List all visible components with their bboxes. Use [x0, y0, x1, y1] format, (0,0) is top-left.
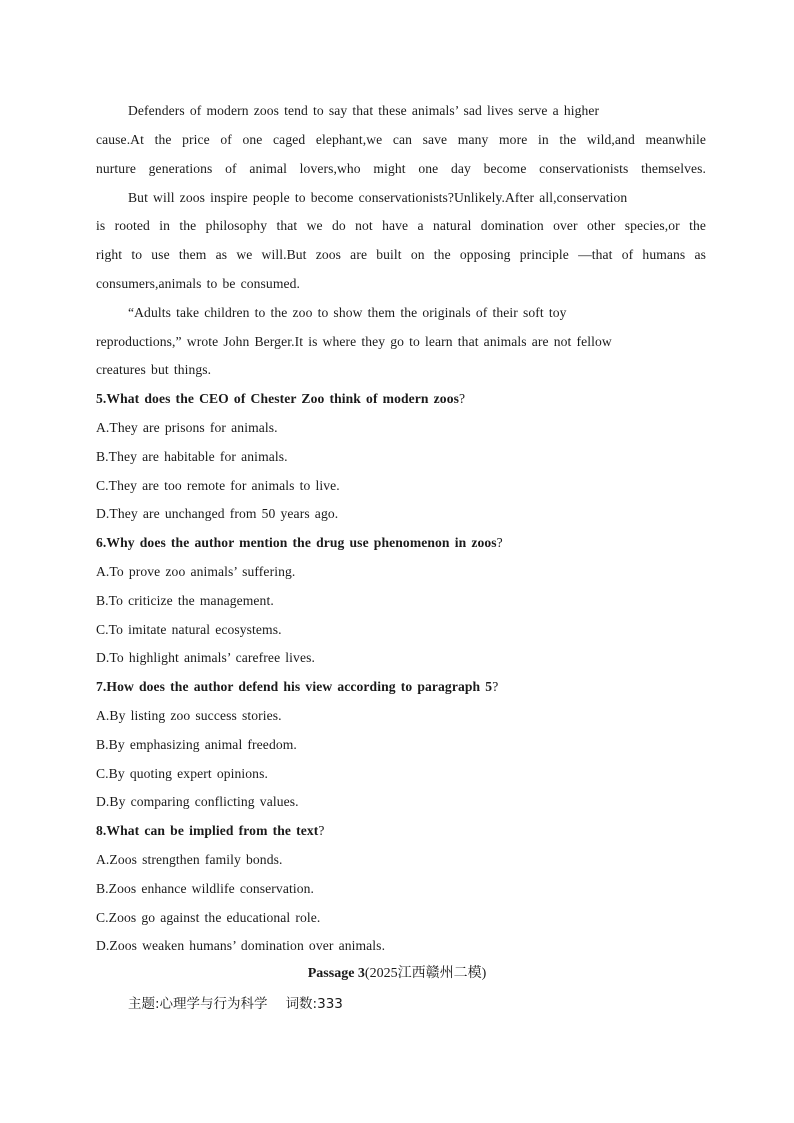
passage-line-6: right to use them as we will.But zoos are built on the opposing principle —that of humans as: [96, 247, 706, 262]
q5-option-b: B.They are habitable for animals.: [96, 449, 288, 464]
question-number: 5: [96, 391, 103, 406]
passage-line-2: cause.At the price of one caged elephant,we can save many more in the wild,and meanwhile: [96, 132, 706, 147]
q7-option-c: C.By quoting expert opinions.: [96, 766, 268, 781]
q7-option-a: A.By listing zoo success stories.: [96, 708, 282, 723]
passage-line-8: “Adults take children to the zoo to show them the originals of their soft toy: [128, 305, 567, 320]
passage-line-3: nurture generations of animal lovers,who might one day become conservationists themselves.: [96, 161, 706, 176]
question-number: 7: [96, 679, 103, 694]
question-mark: ?: [459, 391, 466, 406]
passage-meta: [128, 994, 361, 1014]
passage-word-count: 词数:333: [285, 996, 343, 1012]
question-text: What does the CEO of Chester Zoo think of modern zoos: [106, 391, 459, 406]
q8-option-d: D.Zoos weaken humans’ domination over animals.: [96, 938, 386, 953]
question-6-stem: 6.Why does the author mention the drug use phenomenon in zoos?: [96, 535, 503, 550]
question-text: What can be implied from the text: [106, 823, 319, 838]
passage-line-10: creatures but things.: [96, 362, 212, 377]
q6-option-d: D.To highlight animals’ carefree lives.: [96, 650, 315, 665]
question-5-stem: 5.What does the CEO of Chester Zoo think of modern zoos?: [96, 391, 466, 406]
passage-topic: 主题:心理学与行为科学: [128, 996, 268, 1012]
question-mark: ?: [318, 823, 325, 838]
q5-option-a: A.They are prisons for animals.: [96, 420, 278, 435]
passage-source: (2025江西赣州二模): [364, 966, 487, 981]
q5-option-c: C.They are too remote for animals to live.: [96, 478, 340, 493]
q6-option-b: B.To criticize the management.: [96, 593, 274, 608]
q6-option-c: C.To imitate natural ecosystems.: [96, 622, 282, 637]
question-mark: ?: [496, 535, 503, 550]
passage-line-5: is rooted in the philosophy that we do not have a natural domination over other species,or the: [96, 218, 706, 233]
q7-option-d: D.By comparing conflicting values.: [96, 794, 299, 809]
q6-option-a: A.To prove zoo animals’ suffering.: [96, 564, 296, 579]
question-8-stem: 8.What can be implied from the text?: [96, 823, 325, 838]
q8-option-b: B.Zoos enhance wildlife conservation.: [96, 881, 315, 896]
q5-option-d: D.They are unchanged from 50 years ago.: [96, 506, 339, 521]
q7-option-b: B.By emphasizing animal freedom.: [96, 737, 297, 752]
question-text: Why does the author mention the drug use phenomenon in zoos: [106, 535, 497, 550]
question-text: How does the author defend his view according to paragraph 5: [106, 679, 493, 694]
passage-line-9: reproductions,” wrote John Berger.It is where they go to learn that animals are not fellow: [96, 334, 612, 349]
q8-option-a: A.Zoos strengthen family bonds.: [96, 852, 283, 867]
question-mark: ?: [492, 679, 499, 694]
passage-line-4: But will zoos inspire people to become conservationists?Unlikely.After all,conservation: [128, 190, 628, 205]
question-7-stem: 7.How does the author defend his view according to paragraph 5?: [96, 679, 499, 694]
q8-option-c: C.Zoos go against the educational role.: [96, 910, 321, 925]
passage-line-7: consumers,animals to be consumed.: [96, 276, 301, 291]
passage-heading: [0, 964, 794, 984]
question-number: 6: [96, 535, 103, 550]
question-number: 8: [96, 823, 103, 838]
passage-line-1: Defenders of modern zoos tend to say that these animals’ sad lives serve a higher: [128, 103, 600, 118]
passage-title: Passage 3: [307, 966, 365, 981]
